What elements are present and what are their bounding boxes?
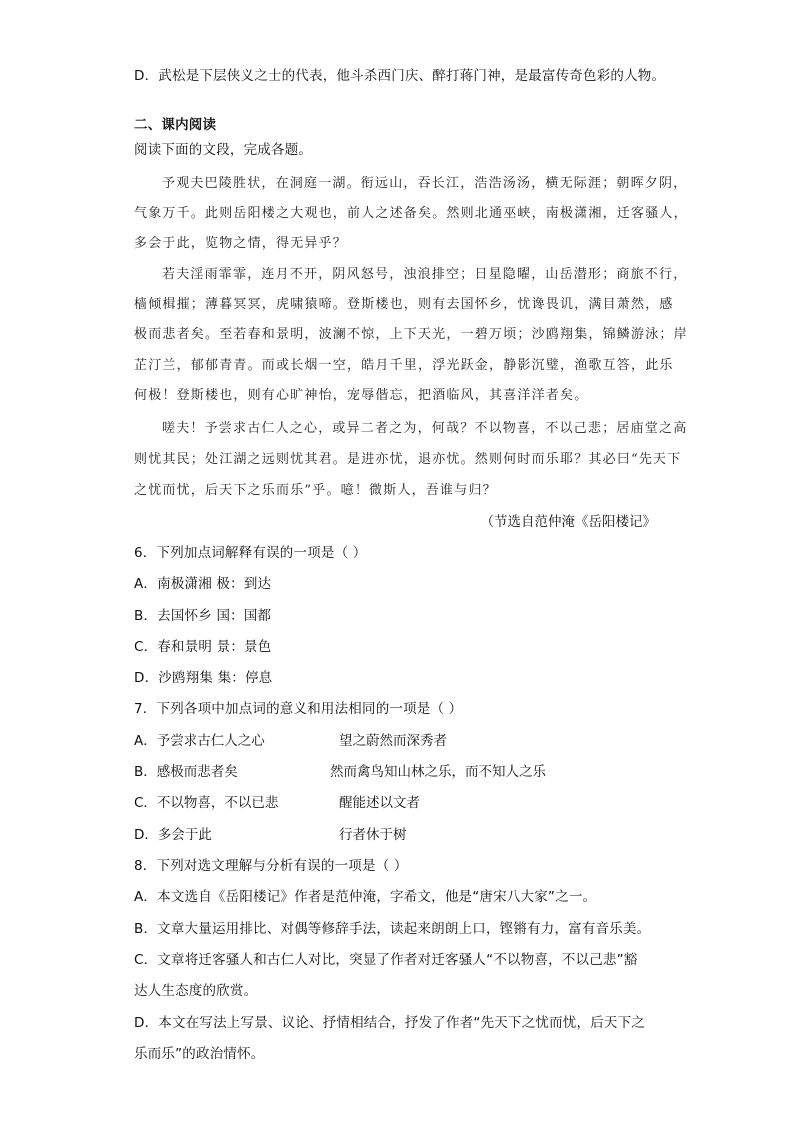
option-right: 醒能述以文者 [339,795,420,811]
section-title: 二、课内阅读 [134,117,217,133]
passage-line: 若夫淫雨霏霏，连月不开，阴风怒号，浊浪排空；日星隐曜，山岳潜形；商旅不行， [162,267,688,282]
option-continuation: 达人生态度的欣赏。 [134,983,258,999]
passage-line: 芷汀兰，郁郁青青。而或长烟一空，皓月千里，浮光跃金，静影沉璧，渔歌互答，此乐 [134,358,674,373]
option-left: A．予尝求古仁人之心 [134,733,265,749]
option: C．春和景明 景：景色 [134,639,272,655]
passage-line: 之忧而忧，后天下之乐而乐”乎。噫！微斯人，吾谁与归？ [134,483,497,498]
question-stem: 6．下列加点词解释有误的一项是（ ） [134,545,367,561]
question-stem: 7．下列各项中加点词的意义和用法相同的一项是（ ） [134,701,463,717]
option-right: 望之蔚然而深秀者 [339,733,447,749]
option: A．本文选自《岳阳楼记》作者是范仲淹，字希文，他是“唐宋八大家”之一。 [134,889,597,905]
option: D．沙鸥翔集 集：停息 [134,670,273,686]
option-left: B．感极而悲者矣 [134,764,238,780]
passage-source: （节选自范仲淹《岳阳楼记》 [480,514,656,530]
option: C．文章将迁客骚人和古仁人对比，突显了作者对迁客骚人“不以物喜，不以己悲”豁 [134,952,638,968]
option-right: 然而禽鸟知山林之乐，而不知人之乐 [330,764,546,780]
reading-instruction: 阅读下面的文段，完成各题。 [134,142,313,158]
option-continuation: 乐而乐”的政治情怀。 [134,1046,265,1062]
option-d-prev-question: D．武松是下层侠义之士的代表，他斗杀西门庆、醉打蒋门神，是最富传奇色彩的人物。 [134,68,666,84]
passage-line: 多会于此，览物之情，得无异乎？ [134,236,348,251]
passage-line: 何极！登斯楼也，则有心旷神怡，宠辱偕忘，把酒临风，其喜洋洋者矣。 [134,388,589,403]
option: B．文章大量运用排比、对偶等修辞手法，读起来朗朗上口，铿锵有力，富有音乐美。 [134,921,651,937]
option: A．南极潇湘 极：到达 [134,576,272,592]
passage-line: 予观夫巴陵胜状，在洞庭一湖。衔远山，吞长江，浩浩汤汤，横无际涯；朝晖夕阴， [162,176,688,191]
passage-line: 气象万千。此则岳阳楼之大观也，前人之述备矣。然则北通巫峡，南极潇湘，迁客骚人， [134,206,688,221]
option-right: 行者休于树 [339,827,407,843]
passage-line: 嗟夫！予尝求古仁人之心，或异二者之为，何哉？不以物喜，不以己悲；居庙堂之高 [162,421,688,436]
passage-line: 则忧其民；处江湖之远则忧其君。是进亦忧，退亦忧。然则何时而乐耶？其必曰“先天下 [134,452,682,467]
question-stem: 8．下列对选文理解与分析有误的一项是（ ） [134,858,408,874]
option: D．本文在写法上写景、议论、抒情相结合，抒发了作者“先天下之忧而忧，后天下之 [134,1015,645,1031]
passage-line: 樯倾楫摧；薄暮冥冥，虎啸猿啼。登斯楼也，则有去国怀乡，忧谗畏讥，满目萧然，感 [134,297,674,312]
passage-line: 极而悲者矣。至若春和景明，波澜不惊，上下天光，一碧万顷；沙鸥翔集，锦鳞游泳；岸 [134,327,688,342]
option-left: D．多会于此 [134,827,212,843]
option: B．去国怀乡 国：国都 [134,608,272,624]
option-left: C．不以物喜，不以已悲 [134,795,279,811]
